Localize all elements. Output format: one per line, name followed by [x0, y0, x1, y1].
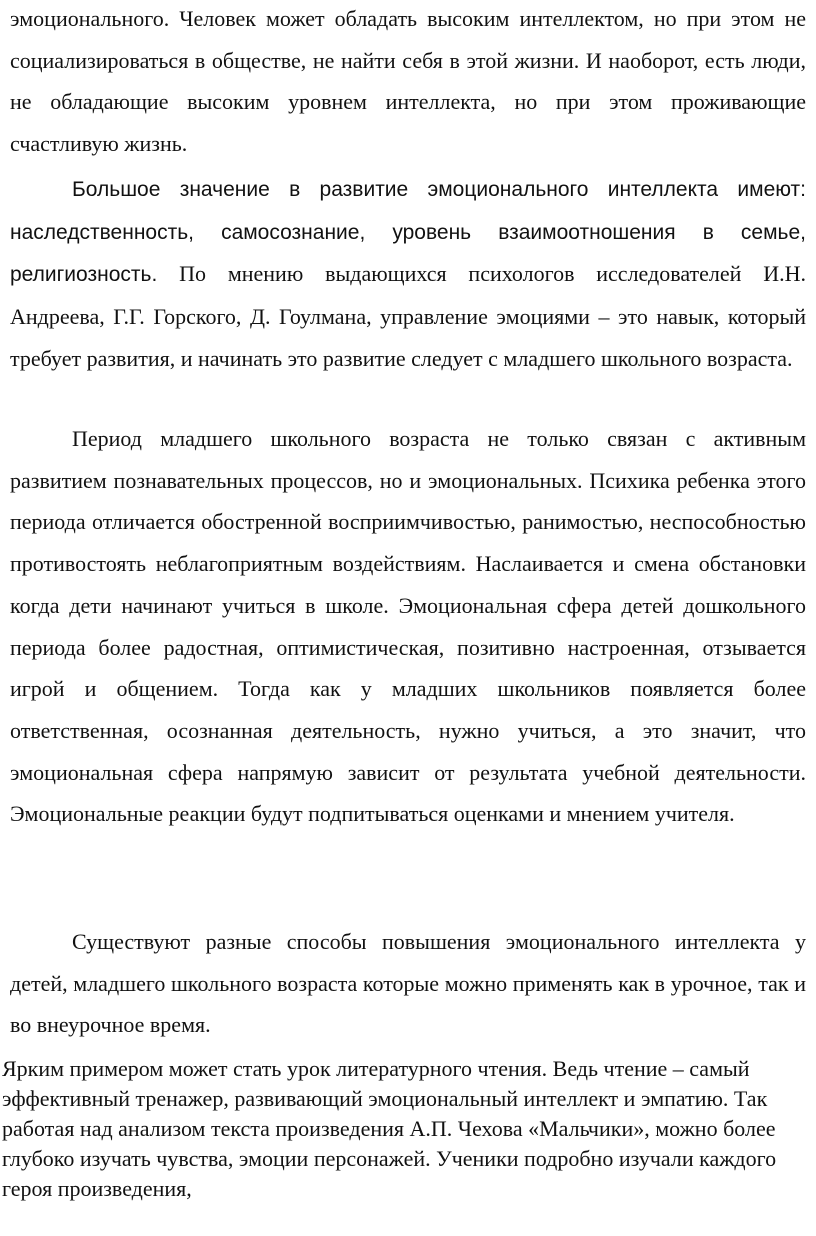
paragraph-2-sans-segment: Большое значение в развитие эмоционального интеллекта имеют: наследственность, самосознание, уровень взаимоотношения в семье, религиозность.	[10, 178, 806, 287]
paragraph-2-serif-segment: По мнению выдающихся психологов исследователей И.Н. Андреева, Г.Г. Горского, Д. Гоулмана, управление эмоциями – это навык, который требует развития, и начинать это развитие следует с младшего школьного возраста.	[10, 261, 807, 371]
paragraph-3: Период младшего школьного возраста не только связан с активным развитием познавательных процессов, но и эмоциональных. Психика ребенка этого периода отличается обостренной восприимчивостью, ранимостью, неспособностью противостоять неблагоприятным воздействиям. Наслаивается и смена обстановки когда дети начинают учиться в школе. Эмоциональная сфера детей дошкольного периода более радостная, оптимистическая, позитивно настроенная, отзывается игрой и общением. Тогда как у младших школьников появляется более ответственная, осознанная деятельность, нужно учиться, а это значит, что эмоциональная сфера напрямую зависит от результата учебной деятельности. Эмоциональные реакции будут подпитываться оценками и мнением учителя.	[10, 426, 806, 827]
paragraph-5: Ярким примером может стать урок литературного чтения. Ведь чтение – самый эффективный тренажер, развивающий эмоциональный интеллект и эмпатию. Так работая над анализом текста произведения А.П. Чехова «Мальчики», можно более глубоко изучать чувства, эмоции персонажей. Ученики подробно изучали каждого героя произведения,	[2, 1056, 777, 1201]
paragraph-2	[10, 168, 806, 380]
paragraph-1: эмоционального. Человек может обладать высоким интеллектом, но при этом не социализироваться в обществе, не найти себя в этой жизни. И наоборот, есть люди, не обладающие высоким уровнем интеллекта, но при этом проживающие счастливую жизнь.	[10, 6, 806, 157]
paragraph-4: Существуют разные способы повышения эмоционального интеллекта у детей, младшего школьного возраста которые можно применять как в урочное, так и во внеурочное время.	[10, 929, 806, 1038]
